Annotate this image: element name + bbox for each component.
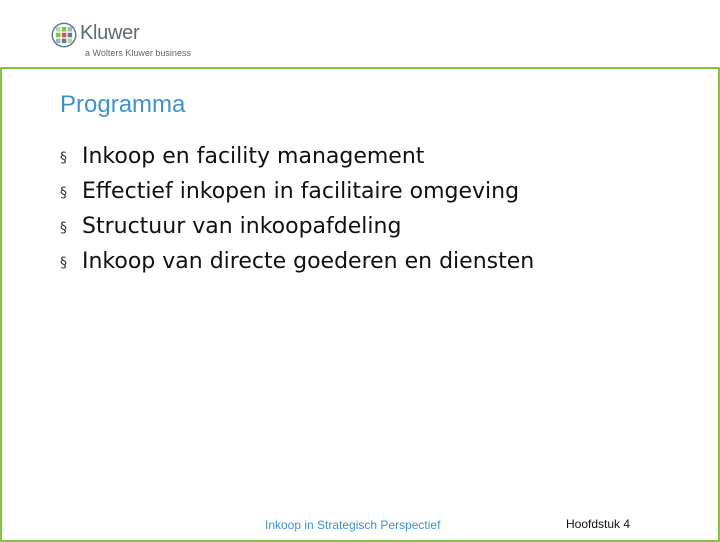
bullet-marker-icon: §: [60, 220, 67, 236]
bullet-marker-icon: §: [60, 255, 67, 271]
bullet-text: Effectief inkopen in facilitaire omgeving: [82, 179, 520, 204]
kluwer-logo-icon: [51, 22, 77, 48]
bullet-marker-icon: §: [60, 185, 67, 201]
footer-course-title: Inkoop in Strategisch Perspectief: [265, 518, 441, 532]
logo-name: Kluwer: [80, 22, 140, 44]
logo-tagline: a Wolters Kluwer business: [85, 48, 191, 58]
slide-frame: [0, 67, 720, 542]
bullet-text: Inkoop en facility management: [82, 144, 425, 169]
bullet-text: Structuur van inkoopafdeling: [82, 214, 402, 239]
footer-chapter: Hoofdstuk 4: [566, 517, 631, 531]
kluwer-logo: [50, 20, 250, 64]
slide-title: Programma: [60, 91, 186, 118]
bullet-text: Inkoop van directe goederen en diensten: [82, 249, 535, 274]
bullet-marker-icon: §: [60, 150, 67, 166]
